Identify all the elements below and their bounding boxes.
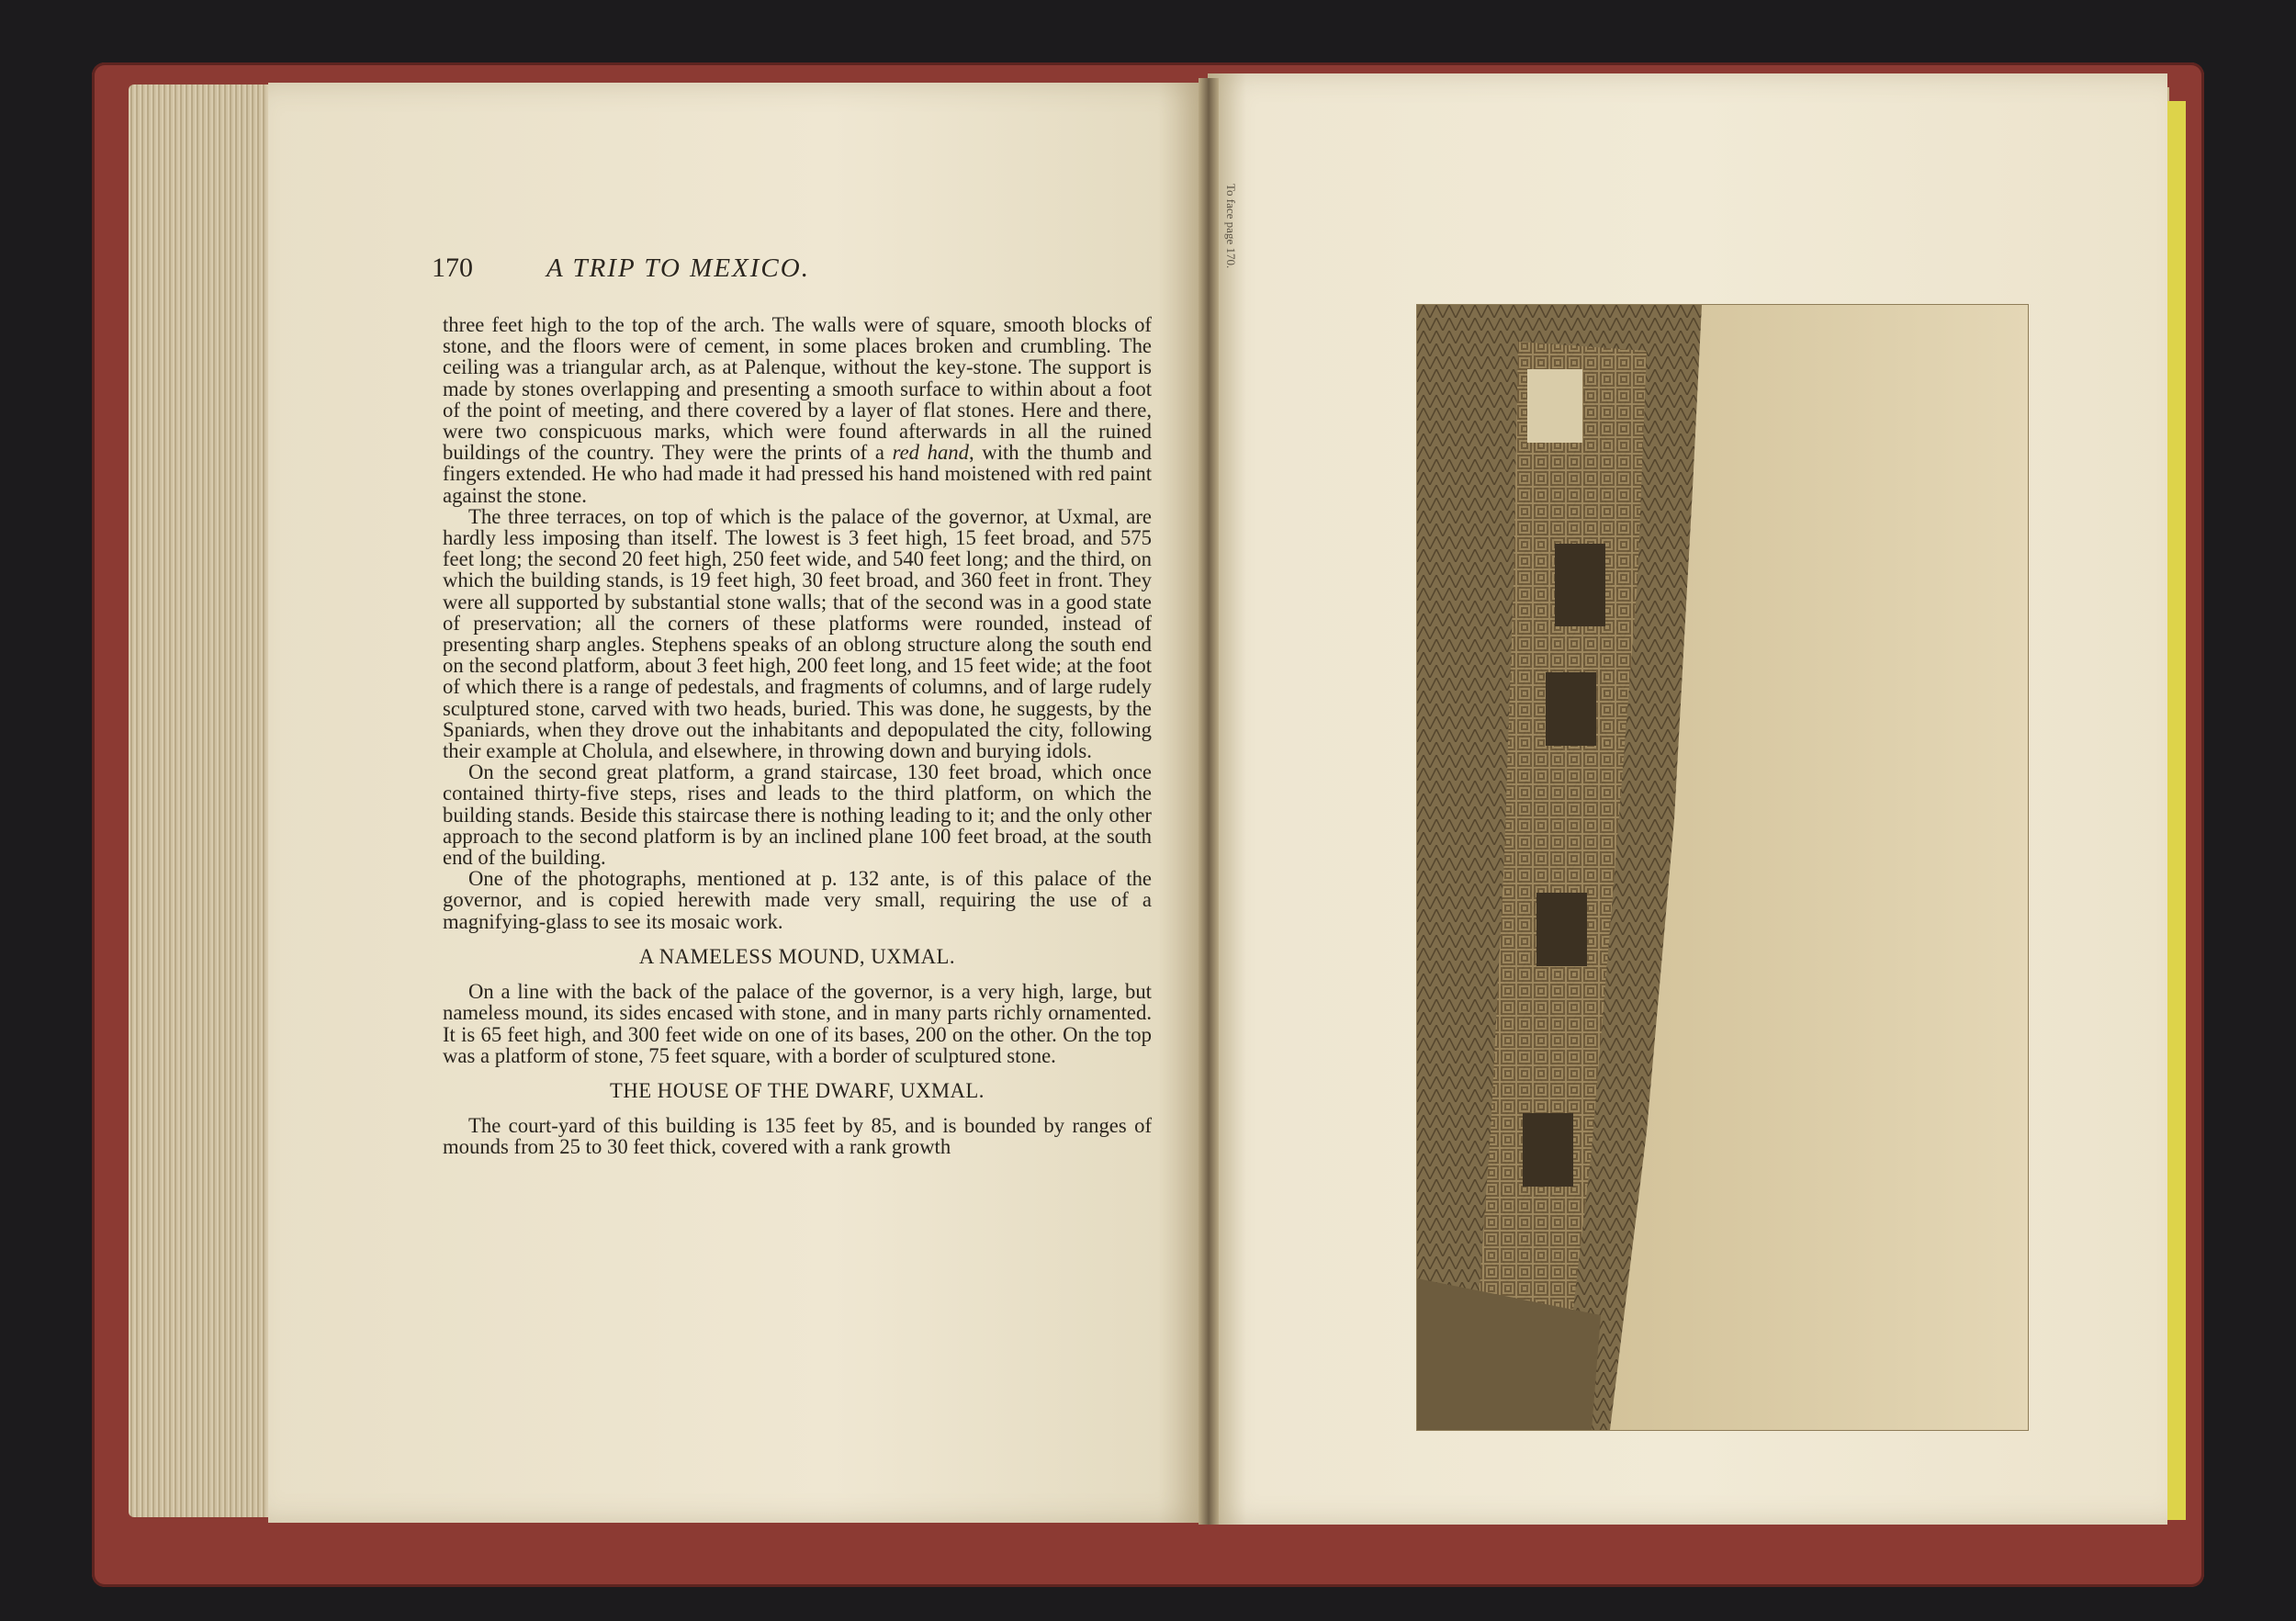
- heading-house-of-dwarf: THE HOUSE OF THE DWARF, UXMAL.: [610, 1078, 985, 1102]
- paragraph-staircase: On the second great platform, a grand staircase, 130 feet broad, which once contained thirty-five steps, rises and leads to the third platform, on which the building stands. Beside this staircase there is nothing leading to it; and the only other approach to the second platform is by an inclined plane 100 feet broad, at the south end of the building.: [443, 760, 1152, 870]
- paragraph-mound: On a line with the back of the palace of the governor, is a very high, large, but nameless mound, its sides encased with stone, and in many parts richly ornamented. It is 65 feet high, and 300 feet wide on one of its bases, 200 on the other. On the top was a platform of stone, 75 feet square, with a border of sculptured stone.: [443, 980, 1152, 1067]
- heading-nameless-mound: A NAMELESS MOUND, UXMAL.: [638, 944, 956, 968]
- book-gutter: [1199, 78, 1219, 1525]
- facing-page-note: To face page 170.: [1224, 184, 1238, 269]
- running-head: [432, 253, 928, 289]
- running-title: A TRIP TO MEXICO.: [546, 253, 810, 283]
- body-text: [443, 314, 1152, 1158]
- paragraph-dwarf: The court-yard of this building is 135 feet by 85, and is bounded by ranges of mounds from 25 to 30 feet thick, covered with a rank growth: [443, 1114, 1152, 1159]
- paragraph-photographs: One of the photographs, mentioned at p. 132 ante, is of this palace of the governor, and is copied herewith made very small, requiring the use of a magnifying-glass to see its mosaic work.: [443, 867, 1152, 933]
- palace-photograph: [1417, 305, 2028, 1430]
- page-number: 170: [432, 253, 473, 283]
- paragraph-terraces: The three terraces, on top of which is the palace of the governor, at Uxmal, are hardly less imposing than itself. The lowest is 3 feet high, 15 feet broad, and 575 feet long; the second 20 feet high, 250 feet wide, and 540 feet long; and the third, on which the building stands, is 19 feet high, 30 feet broad, and 360 feet in front. They were all supported by substantial stone walls; that of the second was in a good state of preservation; all the corners of these platforms were rounded, instead of presenting sharp angles. Stephens speaks of an oblong structure along the south end on the second platform, about 3 feet high, 200 feet long, and 15 feet wide; at the foot of which there is a range of pedestals, and fragments of columns, and of large rudely sculptured stone, carved with two heads, buried. This was done, he suggests, by the Spaniards, when they drove out the inhabitants and depopulated the city, following their example at Cholula, and elsewhere, in throwing down and burying idols.: [443, 504, 1152, 763]
- page-edges-left: [129, 84, 276, 1517]
- photo-illustration: [1417, 305, 2028, 1430]
- paragraph-1: three feet high to the top of the arch. The walls were of square, smooth blocks of stone, and the floors were of cement, in some places broken and crumbling. The ceiling was a triangular arch, as at Palenque, without the key-stone. The support is made by stones overlapping and presenting a smooth surface to within about a foot of the point of meeting, and there covered by a layer of flat stones. Here and there, were two conspicuous marks, which were found afterwards in all the ruined buildings of the country. They were the prints of a red hand, with the thumb and fingers extended. He who had made it had pressed his hand moistened with red paint against the stone.: [443, 313, 1152, 507]
- italic-red-hand: red hand: [892, 441, 969, 465]
- endpaper-edge: [2167, 101, 2186, 1520]
